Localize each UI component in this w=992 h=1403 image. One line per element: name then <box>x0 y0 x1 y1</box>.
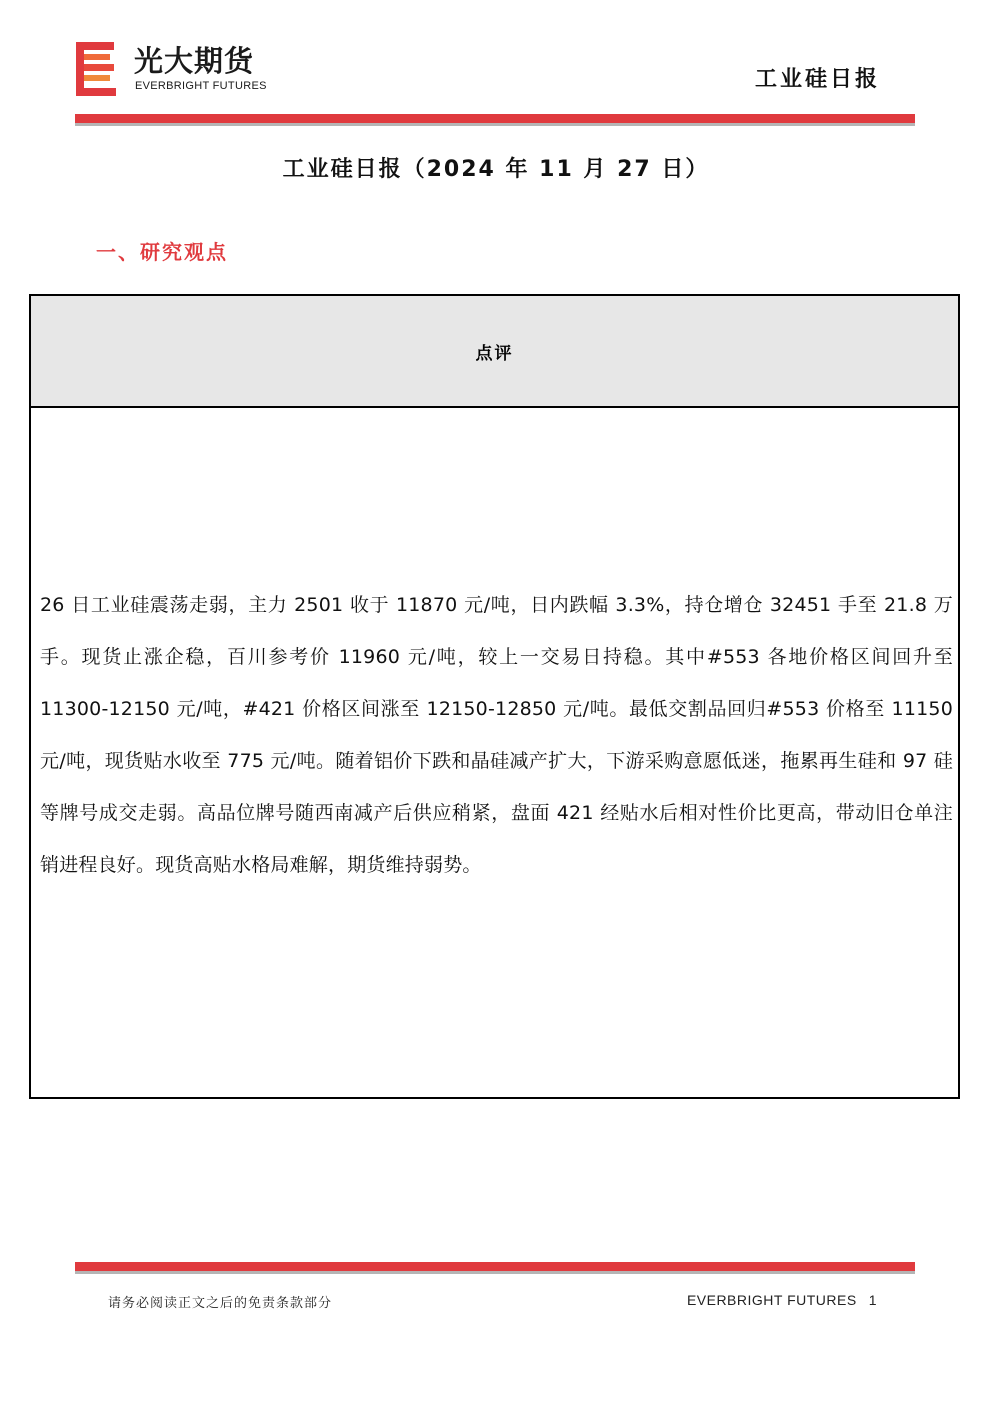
company-logo-icon <box>76 42 118 96</box>
comment-body-text: 26 日工业硅震荡走弱，主力 2501 收于 11870 元/吨，日内跌幅 3.3%，持仓增仓 32451 手至 21.8 万手。现货止涨企稳，百川参考价 11960 元/吨，较上一交易日持稳。其中#553 各地价格区间回升至 11300-12150 元/吨，#421 价格区间涨至 12150-12850 元/吨。最低交割品回归#553 价格至 11150 元/吨，现货贴水收至 775 元/吨。随着铝价下跌和晶硅减产扩大，下游采购意愿低迷，拖累再生硅和 97 硅等牌号成交走弱。高品位牌号随西南减产后供应稍紧，盘面 421 经贴水后相对性价比更高，带动旧仓单注销进程良好。现货高贴水格局难解，期货维持弱势。 <box>40 594 953 876</box>
table-body <box>31 408 958 1099</box>
page-number: 1 <box>868 1292 877 1308</box>
table-header-label: 点评 <box>475 343 514 364</box>
section-heading: 一、研究观点 <box>96 240 228 264</box>
footer-disclaimer: 请务必阅读正文之后的免责条款部分 <box>108 1296 333 1311</box>
document-title: 工业硅日报（2024 年 11 月 27 日） <box>282 157 710 182</box>
footer-info <box>687 1292 877 1308</box>
brand-name-en: EVERBRIGHT FUTURES <box>135 80 267 92</box>
brand-name-cn: 光大期货 <box>134 44 255 78</box>
report-type-title: 工业硅日报 <box>754 67 880 92</box>
footer-company: EVERBRIGHT FUTURES <box>686 1292 857 1308</box>
table-header <box>31 296 958 408</box>
header-divider <box>75 114 915 126</box>
comment-table <box>29 294 960 1099</box>
footer-divider <box>75 1262 915 1274</box>
